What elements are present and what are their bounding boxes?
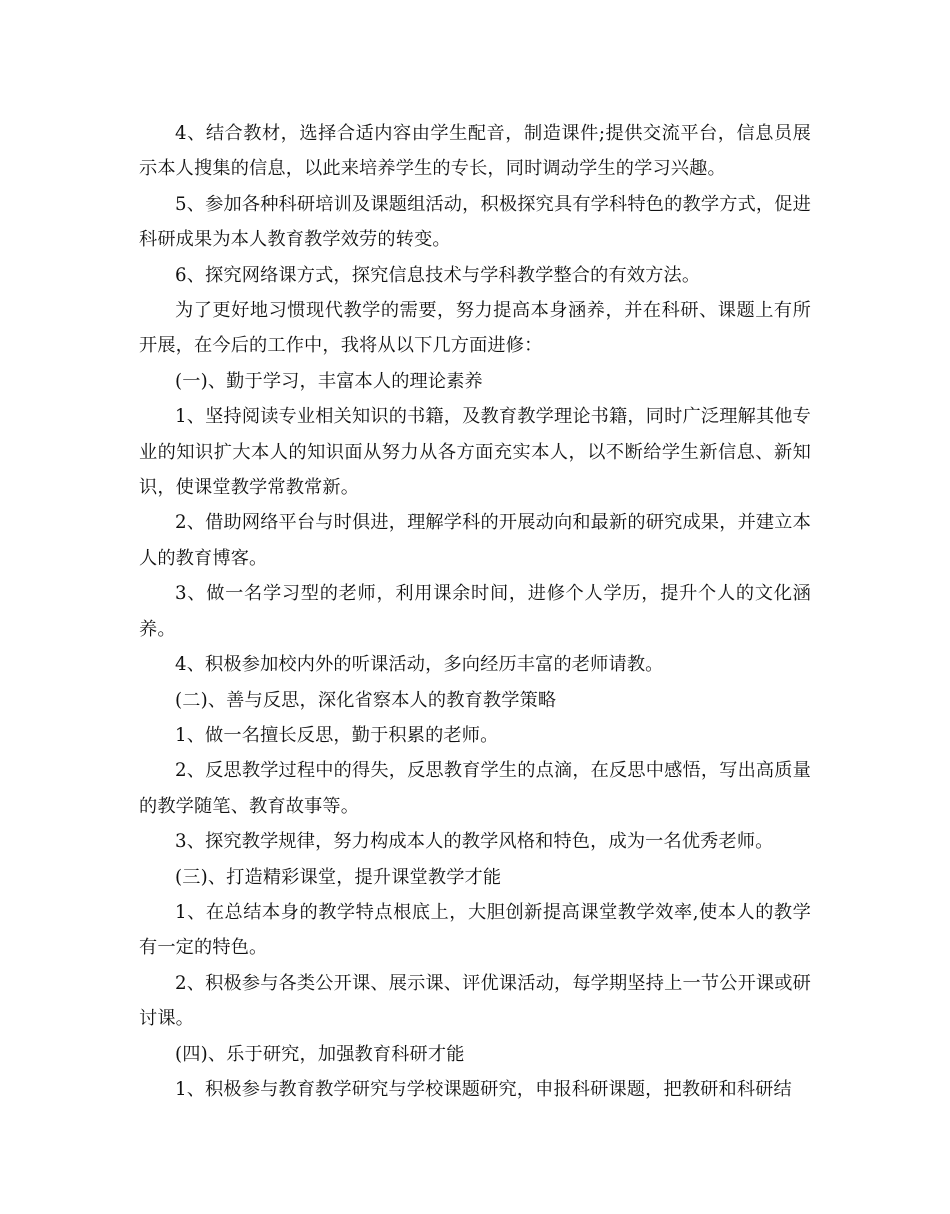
paragraph-item-3-teaching-style: 3、探究教学规律，努力构成本人的教学风格和特色，成为一名优秀老师。: [175, 831, 774, 853]
paragraph-item-1-reflective-teacher: 1、做一名擅长反思，勤于积累的老师。: [175, 724, 499, 746]
paragraph-item-5-research-training: 5、参加各种科研培训及课题组活动，积极探究具有学科特色的教学方式，促进科研成果为本人教育教学效劳的转变。: [139, 193, 811, 251]
paragraph-intro-study-plan: 为了更好地习惯现代教学的需要，努力提高本身涵养，并在科研、课题上有所开展，在今后的工作中，我将从以下几方面进修：: [139, 300, 811, 357]
paragraph-item-6-network-course: 6、探究网络课方式，探究信息技术与学科教学整合的有效方法。: [175, 264, 701, 286]
paragraph-item-2-open-classes: 2、积极参与各类公开课、展示课、评优课活动，每学期坚持上一节公开课或研讨课。: [139, 972, 811, 1030]
section-heading-2: (二)、善与反思，深化省察本人的教育教学策略: [175, 689, 557, 711]
paragraph-item-3-learning-teacher: 3、做一名学习型的老师，利用课余时间，进修个人学历，提升个人的文化涵养。: [139, 583, 811, 640]
paragraph-item-2-reflect-teaching: 2、反思教学过程中的得失，反思教育学生的点滴，在反思中感悟，写出高质量的教学随笔、教育故事等。: [139, 760, 811, 817]
section-heading-1: (一)、勤于学习，丰富本人的理论素养: [175, 370, 483, 392]
paragraph-item-4-material-dubbing: 4、结合教材，选择合适内容由学生配音，制造课件;提供交流平台，信息员展示本人搜集的信息，以此来培养学生的专长，同时调动学生的学习兴趣。: [139, 123, 811, 180]
paragraph-item-4-lecture-activities: 4、积极参加校内外的听课活动，多向经历丰富的老师请教。: [175, 654, 664, 676]
document-body: [139, 116, 811, 1107]
paragraph-item-1-reading: 1、坚持阅读专业相关知识的书籍，及教育教学理论书籍，同时广泛理解其他专业的知识扩大本人的知识面从努力从各方面充实本人，以不断给学生新信息、新知识，使课堂教学常教常新。: [139, 406, 811, 499]
section-heading-3: (三)、打造精彩课堂，提升课堂教学才能: [175, 866, 502, 888]
section-heading-4: (四)、乐于研究，加强教育科研才能: [175, 1043, 465, 1065]
paragraph-item-2-network-platform: 2、借助网络平台与时俱进，理解学科的开展动向和最新的研究成果，并建立本人的教育博客。: [139, 512, 811, 569]
paragraph-item-1-research-projects: 1、积极参与教育教学研究与学校课题研究，申报科研课题，把教研和科研结: [175, 1078, 792, 1100]
paragraph-item-1-innovation: 1、在总结本身的教学特点根底上，大胆创新提高课堂教学效率,使本人的教学有一定的特色。: [139, 901, 811, 959]
